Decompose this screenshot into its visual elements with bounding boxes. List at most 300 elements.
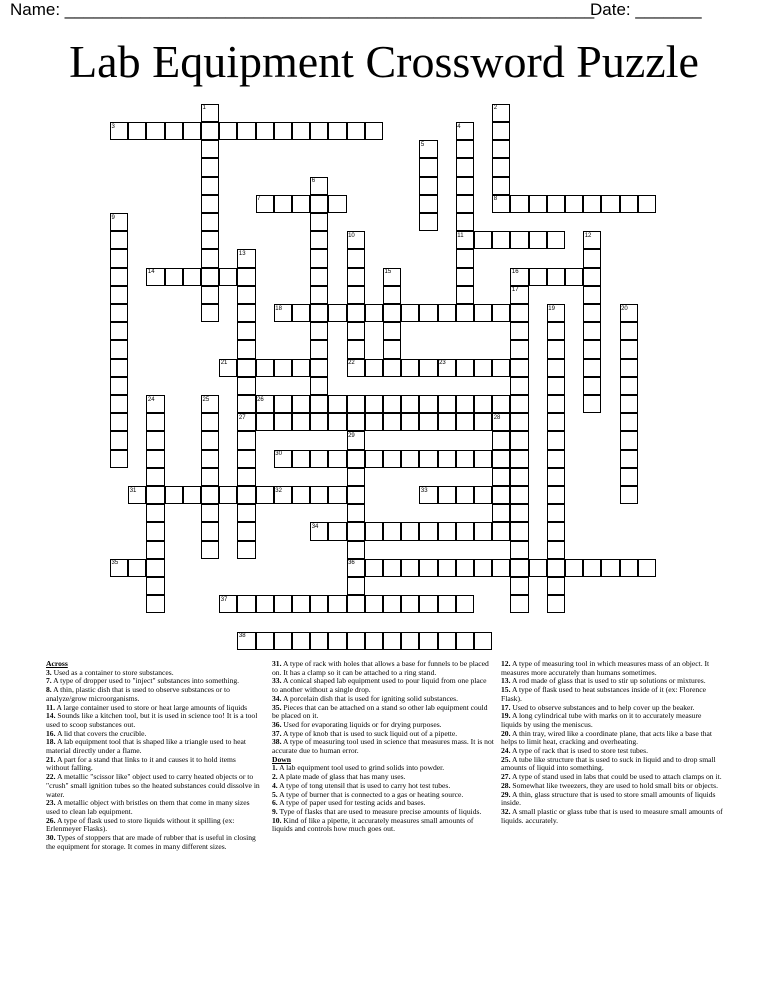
grid-cell[interactable] xyxy=(310,322,328,340)
grid-cell[interactable] xyxy=(237,450,255,468)
grid-cell[interactable] xyxy=(165,122,183,140)
grid-cell[interactable] xyxy=(274,413,292,431)
grid-cell[interactable] xyxy=(183,486,201,504)
grid-cell[interactable] xyxy=(310,395,328,413)
grid-cell[interactable] xyxy=(110,268,128,286)
grid-cell[interactable] xyxy=(438,559,456,577)
grid-cell[interactable] xyxy=(510,431,528,449)
grid-cell[interactable] xyxy=(474,395,492,413)
grid-cell[interactable] xyxy=(237,504,255,522)
grid-cell[interactable] xyxy=(310,595,328,613)
grid-cell[interactable] xyxy=(347,286,365,304)
grid-cell[interactable] xyxy=(201,468,219,486)
grid-cell[interactable] xyxy=(601,559,619,577)
grid-cell[interactable] xyxy=(365,450,383,468)
grid-cell[interactable] xyxy=(365,413,383,431)
grid-cell[interactable] xyxy=(201,450,219,468)
grid-cell[interactable] xyxy=(347,450,365,468)
grid-cell[interactable] xyxy=(456,140,474,158)
grid-cell[interactable] xyxy=(492,431,510,449)
grid-cell[interactable] xyxy=(401,450,419,468)
grid-cell[interactable] xyxy=(310,359,328,377)
grid-cell[interactable] xyxy=(274,595,292,613)
grid-cell[interactable] xyxy=(237,431,255,449)
grid-cell[interactable] xyxy=(438,595,456,613)
grid-cell[interactable] xyxy=(456,195,474,213)
grid-cell[interactable] xyxy=(146,431,164,449)
grid-cell[interactable] xyxy=(110,359,128,377)
grid-cell[interactable] xyxy=(401,559,419,577)
grid-cell[interactable] xyxy=(110,304,128,322)
grid-cell[interactable] xyxy=(638,195,656,213)
grid-cell[interactable] xyxy=(146,450,164,468)
grid-cell[interactable] xyxy=(146,595,164,613)
grid-cell[interactable] xyxy=(347,504,365,522)
grid-cell[interactable] xyxy=(310,268,328,286)
grid-cell[interactable] xyxy=(310,249,328,267)
grid-cell[interactable] xyxy=(146,122,164,140)
grid-cell[interactable] xyxy=(547,231,565,249)
grid-cell[interactable] xyxy=(419,177,437,195)
grid-cell[interactable] xyxy=(474,559,492,577)
grid-cell[interactable] xyxy=(347,541,365,559)
grid-cell[interactable] xyxy=(510,541,528,559)
grid-cell[interactable] xyxy=(110,249,128,267)
grid-cell[interactable] xyxy=(146,504,164,522)
grid-cell[interactable] xyxy=(201,522,219,540)
grid-cell[interactable] xyxy=(583,340,601,358)
grid-cell[interactable] xyxy=(201,177,219,195)
grid-cell[interactable] xyxy=(347,268,365,286)
grid-cell[interactable] xyxy=(146,559,164,577)
grid-cell[interactable] xyxy=(547,340,565,358)
grid-cell[interactable] xyxy=(419,595,437,613)
grid-cell[interactable] xyxy=(583,286,601,304)
grid-cell[interactable] xyxy=(237,468,255,486)
grid-cell[interactable] xyxy=(146,486,164,504)
grid-cell[interactable] xyxy=(401,395,419,413)
grid-cell[interactable] xyxy=(128,559,146,577)
grid-cell[interactable] xyxy=(328,450,346,468)
grid-cell[interactable] xyxy=(456,158,474,176)
grid-cell[interactable] xyxy=(310,231,328,249)
grid-cell[interactable] xyxy=(328,195,346,213)
grid-cell[interactable] xyxy=(110,377,128,395)
grid-cell[interactable] xyxy=(529,195,547,213)
grid-cell[interactable] xyxy=(328,632,346,650)
grid-cell[interactable] xyxy=(347,468,365,486)
grid-cell[interactable] xyxy=(529,268,547,286)
grid-cell[interactable] xyxy=(347,340,365,358)
grid-cell[interactable] xyxy=(237,359,255,377)
grid-cell[interactable] xyxy=(529,231,547,249)
grid-cell[interactable] xyxy=(547,504,565,522)
grid-cell[interactable] xyxy=(620,322,638,340)
grid-cell[interactable] xyxy=(620,450,638,468)
grid-cell[interactable] xyxy=(201,231,219,249)
grid-cell[interactable] xyxy=(510,395,528,413)
grid-cell[interactable] xyxy=(583,559,601,577)
grid-cell[interactable] xyxy=(456,213,474,231)
grid-cell[interactable] xyxy=(310,450,328,468)
grid-cell[interactable] xyxy=(201,286,219,304)
grid-cell[interactable] xyxy=(146,468,164,486)
grid-cell[interactable] xyxy=(438,486,456,504)
grid-cell[interactable] xyxy=(347,249,365,267)
grid-cell[interactable] xyxy=(510,559,528,577)
grid-cell[interactable] xyxy=(547,268,565,286)
grid-cell[interactable] xyxy=(419,413,437,431)
grid-cell[interactable] xyxy=(529,559,547,577)
grid-cell[interactable] xyxy=(474,522,492,540)
grid-cell[interactable] xyxy=(492,486,510,504)
grid-cell[interactable] xyxy=(237,377,255,395)
grid-cell[interactable] xyxy=(292,195,310,213)
grid-cell[interactable] xyxy=(438,395,456,413)
grid-cell[interactable] xyxy=(438,304,456,322)
grid-cell[interactable] xyxy=(347,577,365,595)
grid-cell[interactable] xyxy=(310,486,328,504)
grid-cell[interactable] xyxy=(419,450,437,468)
grid-cell[interactable] xyxy=(419,522,437,540)
grid-cell[interactable] xyxy=(237,340,255,358)
grid-cell[interactable] xyxy=(547,413,565,431)
grid-cell[interactable] xyxy=(492,450,510,468)
grid-cell[interactable] xyxy=(201,486,219,504)
grid-cell[interactable] xyxy=(310,632,328,650)
grid-cell[interactable] xyxy=(165,268,183,286)
grid-cell[interactable] xyxy=(110,413,128,431)
grid-cell[interactable] xyxy=(583,322,601,340)
grid-cell[interactable] xyxy=(201,158,219,176)
grid-cell[interactable] xyxy=(310,377,328,395)
grid-cell[interactable] xyxy=(110,431,128,449)
grid-cell[interactable] xyxy=(456,268,474,286)
grid-cell[interactable] xyxy=(620,377,638,395)
grid-cell[interactable] xyxy=(401,595,419,613)
grid-cell[interactable] xyxy=(365,559,383,577)
grid-cell[interactable] xyxy=(547,468,565,486)
grid-cell[interactable] xyxy=(256,486,274,504)
grid-cell[interactable] xyxy=(492,504,510,522)
grid-cell[interactable] xyxy=(237,486,255,504)
grid-cell[interactable] xyxy=(620,468,638,486)
grid-cell[interactable] xyxy=(456,177,474,195)
grid-cell[interactable] xyxy=(146,413,164,431)
grid-cell[interactable] xyxy=(347,522,365,540)
grid-cell[interactable] xyxy=(292,122,310,140)
grid-cell[interactable] xyxy=(456,413,474,431)
grid-cell[interactable] xyxy=(383,413,401,431)
grid-cell[interactable] xyxy=(492,122,510,140)
grid-cell[interactable] xyxy=(383,559,401,577)
grid-cell[interactable] xyxy=(547,541,565,559)
grid-cell[interactable] xyxy=(492,559,510,577)
grid-cell[interactable] xyxy=(347,122,365,140)
grid-cell[interactable] xyxy=(110,395,128,413)
grid-cell[interactable] xyxy=(183,268,201,286)
grid-cell[interactable] xyxy=(165,486,183,504)
grid-cell[interactable] xyxy=(383,595,401,613)
grid-cell[interactable] xyxy=(310,122,328,140)
grid-cell[interactable] xyxy=(620,559,638,577)
grid-cell[interactable] xyxy=(547,595,565,613)
grid-cell[interactable] xyxy=(620,340,638,358)
grid-cell[interactable] xyxy=(510,231,528,249)
grid-cell[interactable] xyxy=(310,286,328,304)
grid-cell[interactable] xyxy=(274,395,292,413)
grid-cell[interactable] xyxy=(419,195,437,213)
grid-cell[interactable] xyxy=(510,359,528,377)
grid-cell[interactable] xyxy=(237,322,255,340)
grid-cell[interactable] xyxy=(510,450,528,468)
date-field-label[interactable]: Date: _______ xyxy=(590,0,702,19)
grid-cell[interactable] xyxy=(383,359,401,377)
grid-cell[interactable] xyxy=(365,522,383,540)
grid-cell[interactable] xyxy=(565,195,583,213)
grid-cell[interactable] xyxy=(510,322,528,340)
grid-cell[interactable] xyxy=(274,632,292,650)
grid-cell[interactable] xyxy=(583,304,601,322)
grid-cell[interactable] xyxy=(237,595,255,613)
grid-cell[interactable] xyxy=(474,304,492,322)
grid-cell[interactable] xyxy=(201,431,219,449)
grid-cell[interactable] xyxy=(620,431,638,449)
grid-cell[interactable] xyxy=(347,413,365,431)
grid-cell[interactable] xyxy=(583,249,601,267)
grid-cell[interactable] xyxy=(583,268,601,286)
grid-cell[interactable] xyxy=(474,231,492,249)
grid-cell[interactable] xyxy=(456,249,474,267)
grid-cell[interactable] xyxy=(237,122,255,140)
grid-cell[interactable] xyxy=(492,522,510,540)
grid-cell[interactable] xyxy=(419,213,437,231)
grid-cell[interactable] xyxy=(492,140,510,158)
grid-cell[interactable] xyxy=(510,468,528,486)
grid-cell[interactable] xyxy=(492,395,510,413)
grid-cell[interactable] xyxy=(365,359,383,377)
grid-cell[interactable] xyxy=(310,304,328,322)
grid-cell[interactable] xyxy=(583,395,601,413)
grid-cell[interactable] xyxy=(456,450,474,468)
grid-cell[interactable] xyxy=(401,413,419,431)
grid-cell[interactable] xyxy=(474,413,492,431)
grid-cell[interactable] xyxy=(492,158,510,176)
grid-cell[interactable] xyxy=(456,304,474,322)
grid-cell[interactable] xyxy=(347,595,365,613)
grid-cell[interactable] xyxy=(510,522,528,540)
grid-cell[interactable] xyxy=(547,395,565,413)
grid-cell[interactable] xyxy=(292,304,310,322)
grid-cell[interactable] xyxy=(438,632,456,650)
grid-cell[interactable] xyxy=(310,213,328,231)
grid-cell[interactable] xyxy=(510,413,528,431)
grid-cell[interactable] xyxy=(620,195,638,213)
grid-cell[interactable] xyxy=(292,595,310,613)
grid-cell[interactable] xyxy=(201,541,219,559)
grid-cell[interactable] xyxy=(146,541,164,559)
grid-cell[interactable] xyxy=(547,359,565,377)
grid-cell[interactable] xyxy=(492,231,510,249)
grid-cell[interactable] xyxy=(256,122,274,140)
grid-cell[interactable] xyxy=(347,632,365,650)
grid-cell[interactable] xyxy=(383,632,401,650)
grid-cell[interactable] xyxy=(328,304,346,322)
grid-cell[interactable] xyxy=(328,395,346,413)
grid-cell[interactable] xyxy=(492,359,510,377)
grid-cell[interactable] xyxy=(620,359,638,377)
grid-cell[interactable] xyxy=(510,377,528,395)
grid-cell[interactable] xyxy=(547,559,565,577)
grid-cell[interactable] xyxy=(438,522,456,540)
grid-cell[interactable] xyxy=(547,522,565,540)
grid-cell[interactable] xyxy=(383,340,401,358)
grid-cell[interactable] xyxy=(547,377,565,395)
grid-cell[interactable] xyxy=(565,268,583,286)
grid-cell[interactable] xyxy=(110,322,128,340)
grid-cell[interactable] xyxy=(510,595,528,613)
grid-cell[interactable] xyxy=(456,359,474,377)
grid-cell[interactable] xyxy=(456,522,474,540)
grid-cell[interactable] xyxy=(292,413,310,431)
grid-cell[interactable] xyxy=(547,486,565,504)
grid-cell[interactable] xyxy=(620,413,638,431)
grid-cell[interactable] xyxy=(201,268,219,286)
grid-cell[interactable] xyxy=(310,340,328,358)
grid-cell[interactable] xyxy=(274,195,292,213)
grid-cell[interactable] xyxy=(328,413,346,431)
grid-cell[interactable] xyxy=(474,359,492,377)
grid-cell[interactable] xyxy=(365,122,383,140)
grid-cell[interactable] xyxy=(601,195,619,213)
grid-cell[interactable] xyxy=(219,268,237,286)
grid-cell[interactable] xyxy=(183,122,201,140)
grid-cell[interactable] xyxy=(438,450,456,468)
grid-cell[interactable] xyxy=(638,559,656,577)
grid-cell[interactable] xyxy=(383,395,401,413)
name-field-label[interactable]: Name: ________________________________________________________ xyxy=(10,0,595,19)
grid-cell[interactable] xyxy=(365,595,383,613)
grid-cell[interactable] xyxy=(237,522,255,540)
grid-cell[interactable] xyxy=(256,359,274,377)
grid-cell[interactable] xyxy=(419,304,437,322)
grid-cell[interactable] xyxy=(547,450,565,468)
grid-cell[interactable] xyxy=(292,632,310,650)
grid-cell[interactable] xyxy=(510,486,528,504)
grid-cell[interactable] xyxy=(419,559,437,577)
grid-cell[interactable] xyxy=(510,340,528,358)
grid-cell[interactable] xyxy=(347,322,365,340)
grid-cell[interactable] xyxy=(510,577,528,595)
grid-cell[interactable] xyxy=(274,122,292,140)
grid-cell[interactable] xyxy=(456,559,474,577)
grid-cell[interactable] xyxy=(456,395,474,413)
grid-cell[interactable] xyxy=(438,413,456,431)
grid-cell[interactable] xyxy=(201,140,219,158)
grid-cell[interactable] xyxy=(419,359,437,377)
grid-cell[interactable] xyxy=(347,486,365,504)
grid-cell[interactable] xyxy=(292,359,310,377)
grid-cell[interactable] xyxy=(201,504,219,522)
grid-cell[interactable] xyxy=(201,304,219,322)
grid-cell[interactable] xyxy=(347,304,365,322)
grid-cell[interactable] xyxy=(201,195,219,213)
grid-cell[interactable] xyxy=(401,359,419,377)
grid-cell[interactable] xyxy=(219,122,237,140)
grid-cell[interactable] xyxy=(419,632,437,650)
grid-cell[interactable] xyxy=(492,304,510,322)
grid-cell[interactable] xyxy=(401,522,419,540)
grid-cell[interactable] xyxy=(201,249,219,267)
grid-cell[interactable] xyxy=(510,195,528,213)
grid-cell[interactable] xyxy=(456,286,474,304)
grid-cell[interactable] xyxy=(110,450,128,468)
grid-cell[interactable] xyxy=(547,195,565,213)
grid-cell[interactable] xyxy=(292,450,310,468)
grid-cell[interactable] xyxy=(274,359,292,377)
grid-cell[interactable] xyxy=(510,304,528,322)
grid-cell[interactable] xyxy=(583,377,601,395)
grid-cell[interactable] xyxy=(110,340,128,358)
grid-cell[interactable] xyxy=(328,522,346,540)
grid-cell[interactable] xyxy=(620,486,638,504)
grid-cell[interactable] xyxy=(292,486,310,504)
grid-cell[interactable] xyxy=(365,395,383,413)
grid-cell[interactable] xyxy=(365,304,383,322)
grid-cell[interactable] xyxy=(328,486,346,504)
grid-cell[interactable] xyxy=(492,468,510,486)
grid-cell[interactable] xyxy=(456,486,474,504)
grid-cell[interactable] xyxy=(383,322,401,340)
grid-cell[interactable] xyxy=(237,541,255,559)
grid-cell[interactable] xyxy=(547,431,565,449)
grid-cell[interactable] xyxy=(583,359,601,377)
grid-cell[interactable] xyxy=(201,213,219,231)
grid-cell[interactable] xyxy=(256,595,274,613)
grid-cell[interactable] xyxy=(383,522,401,540)
grid-cell[interactable] xyxy=(456,632,474,650)
grid-cell[interactable] xyxy=(146,577,164,595)
grid-cell[interactable] xyxy=(256,632,274,650)
grid-cell[interactable] xyxy=(237,304,255,322)
grid-cell[interactable] xyxy=(201,413,219,431)
grid-cell[interactable] xyxy=(401,304,419,322)
grid-cell[interactable] xyxy=(401,632,419,650)
grid-cell[interactable] xyxy=(492,177,510,195)
grid-cell[interactable] xyxy=(456,595,474,613)
grid-cell[interactable] xyxy=(110,286,128,304)
grid-cell[interactable] xyxy=(547,322,565,340)
grid-cell[interactable] xyxy=(347,395,365,413)
grid-cell[interactable] xyxy=(128,122,146,140)
grid-cell[interactable] xyxy=(256,413,274,431)
grid-cell[interactable] xyxy=(146,522,164,540)
grid-cell[interactable] xyxy=(419,158,437,176)
grid-cell[interactable] xyxy=(310,195,328,213)
grid-cell[interactable] xyxy=(328,595,346,613)
grid-cell[interactable] xyxy=(365,632,383,650)
grid-cell[interactable] xyxy=(219,486,237,504)
grid-cell[interactable] xyxy=(583,195,601,213)
grid-cell[interactable] xyxy=(419,395,437,413)
grid-cell[interactable] xyxy=(547,577,565,595)
grid-cell[interactable] xyxy=(565,559,583,577)
grid-cell[interactable] xyxy=(383,286,401,304)
grid-cell[interactable] xyxy=(510,504,528,522)
grid-cell[interactable] xyxy=(474,450,492,468)
grid-cell[interactable] xyxy=(292,395,310,413)
grid-cell[interactable] xyxy=(237,268,255,286)
